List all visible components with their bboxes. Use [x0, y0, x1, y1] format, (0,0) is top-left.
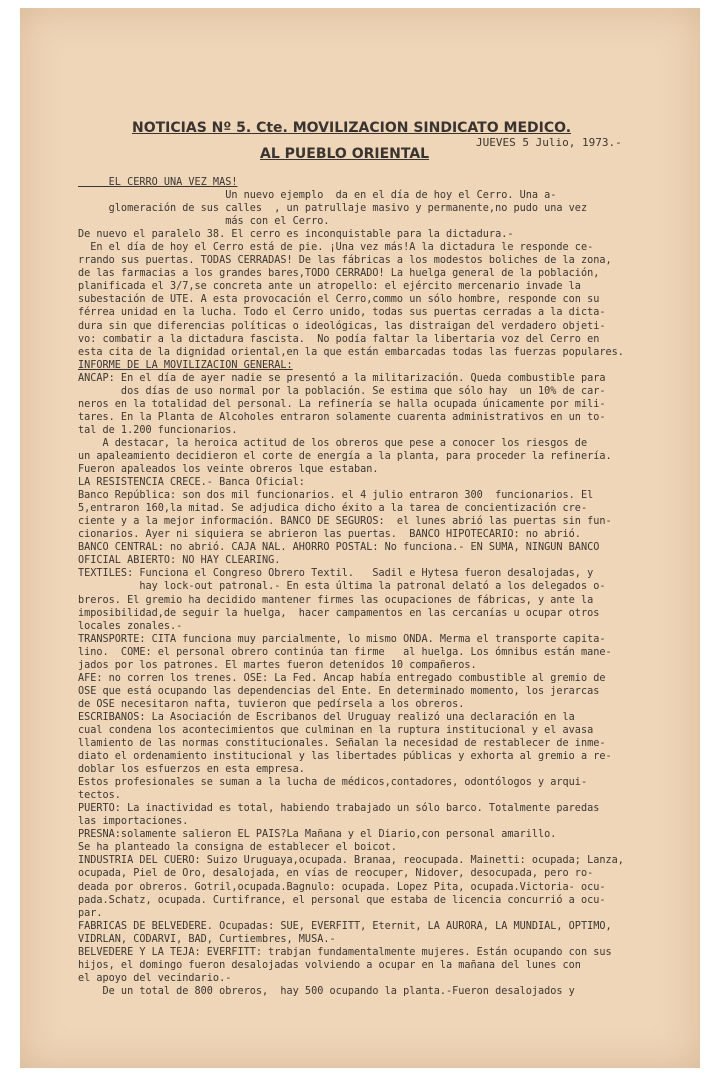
body-line: lino. COME: el personal obrero continúa tan firme al huelga. Los ómnibus están mane-	[78, 646, 612, 658]
body-line: dos días de uso normal por la población. Se estima que sólo hay un 10% de car-	[78, 385, 606, 397]
body-line: ANCAP: En el día de ayer nadie se presentó a la militarización. Queda combustible para	[78, 372, 606, 384]
body-line: el apoyo del vecindario.-	[78, 972, 232, 984]
body-line: Banco República: son dos mil funcionarios. el 4 julio entraron 300 funcionarios. El	[78, 490, 594, 502]
body-line: BANCO CENTRAL: no abrió. CAJA NAL. AHORRO POSTAL: No funciona.- EN SUMA, NINGUN BANCO	[78, 542, 600, 554]
body-line: tares. En la Planta de Alcoholes entraron solamente cuarenta administrativos en un to-	[78, 411, 606, 423]
body-line: glomeración de sus calles , un patrullaje masivo y permanente,no pudo una vez	[78, 203, 588, 215]
body-line: VIDRLAN, CODARVI, BAD, Curtiembres, MUSA.-	[78, 933, 336, 945]
body-line: jados por los patrones. El martes fueron detenidos 10 compañeros.	[78, 659, 477, 671]
body-line: férrea unidad en la lucha. Todo el Cerro unido, todas sus puertas cerradas a la dicta-	[78, 307, 606, 319]
bulletin-body	[78, 176, 700, 998]
body-line: ciente y a la mejor información. BANCO DE SEGUROS: el lunes abrió las puertas sin fun-	[78, 516, 612, 528]
body-line: 5,entraron 160,la mitad. Se adjudica dicho éxito a la tarea de concientización cre-	[78, 503, 588, 515]
bulletin-date: JUEVES 5 Julio, 1973.-	[476, 136, 622, 149]
body-line: Se ha planteado la consigna de establecer el boicot.	[78, 842, 397, 854]
body-line: de OSE necesitaron nafta, tuvieron que pedírsela a los obreros.	[78, 698, 465, 710]
body-line: doblar los esfuerzos en esta empresa.	[78, 764, 305, 776]
body-line: deada por obreros. Gotril,ocupada.Bagnulo: ocupada. Lopez Pita, ocupada.Victoria- ocu-	[78, 881, 606, 893]
body-line: vo: combatir a la dictadura fascista. No podía faltar la libertaria voz del Cerro en	[78, 333, 600, 345]
body-line: cual condena los acontecimientos que culminan en la ruptura institucional y el avasa	[78, 724, 594, 736]
body-line: FABRICAS DE BELVEDERE. Ocupadas: SUE, EVERFITT, Eternit, LA AURORA, LA MUNDIAL, OPTIMO,	[78, 920, 612, 932]
body-line: Un nuevo ejemplo da en el día de hoy el Cerro. Una a-	[78, 190, 557, 202]
body-line: hijos, el domingo fueron desalojadas volviendo a ocupar en la mañana del lunes con	[78, 959, 581, 971]
body-line: esta cita de la dignidad oriental,en la que están embarcadas todas las fuerzas populares.	[78, 346, 624, 358]
document-page	[20, 8, 700, 1068]
body-line: diato el ordenamiento institucional y las libertades públicas y exhorta al gremio a re-	[78, 751, 612, 763]
body-line: OSE que está ocupando las dependencias del Ente. En determinado momento, los jerarcas	[78, 685, 600, 697]
body-line: OFICIAL ABIERTO: NO HAY CLEARING.	[78, 555, 281, 567]
bulletin-subtitle: AL PUEBLO ORIENTAL	[260, 146, 430, 162]
body-line: INDUSTRIA DEL CUERO: Suizo Uruguaya,ocupada. Branaa, reocupada. Mainetti: ocupada; Lanza,	[78, 855, 624, 867]
body-line: las importaciones.	[78, 816, 189, 828]
body-line: locales zonales.-	[78, 620, 183, 632]
body-line: De nuevo el paralelo 38. El cerro es inconquistable para la dictadura.-	[78, 229, 514, 241]
body-line: dura sin que diferencias políticas o ideológicas, las distraigan del verdadero objeti-	[78, 320, 606, 332]
body-line: EL CERRO UNA VEZ MAS!	[78, 177, 238, 188]
body-line: tectos.	[78, 790, 121, 802]
body-line: subestación de UTE. A esta provocación el Cerro,commo un sólo hombre, responde con su	[78, 294, 600, 306]
body-line: Estos profesionales se suman a la lucha de médicos,contadores, odontólogos y arqui-	[78, 777, 588, 789]
body-line: breros. El gremio ha decidido mantener firmes las ocupaciones de fábricas, y ante la	[78, 594, 594, 606]
body-line: PRESNA:solamente salieron EL PAIS?La Mañana y el Diario,con personal amarillo.	[78, 829, 557, 841]
bulletin-title: NOTICIAS Nº 5. Cte. MOVILIZACION SINDICATO MEDICO.	[132, 120, 572, 136]
body-line: pada.Schatz, ocupada. Curtifrance, el personal que estaba de licencia concurrió a ocu-	[78, 894, 606, 906]
body-line: tal de 1.200 funcionarios.	[78, 424, 238, 436]
body-line: INFORME DE LA MOVILIZACION GENERAL:	[78, 359, 293, 371]
body-line: LA RESISTENCIA CRECE.- Banca Oficial:	[78, 477, 305, 489]
body-line: imposibilidad,de seguir la huelga, hacer campamentos en las cercanías u ocupar otros	[78, 607, 600, 619]
body-line: neros en la totalidad del personal. La refinería se halla ocupada únicamente por mili-	[78, 398, 606, 410]
body-line: ocupada, Piel de Oro, desalojada, en vías de reocuper, Nidover, desocupada, pero ro-	[78, 868, 594, 880]
body-line: planificada el 3/7,se concreta ante un atropello: el ejército mercenario invade la	[78, 281, 581, 293]
body-line: En el día de hoy el Cerro está de pie. ¡Una vez más!A la dictadura le responde ce-	[78, 242, 594, 254]
body-line: rrando sus puertas. TODAS CERRADAS! De las fábricas a los modestos boliches de la zona,	[78, 255, 612, 267]
body-line: un apaleamiento decidieron el corte de energía a la planta, para proceder la refinería.	[78, 450, 612, 462]
body-line: Fueron apaleados los veinte obreros lque estaban.	[78, 464, 379, 476]
body-line: AFE: no corren los trenes. OSE: La Fed. Ancap había entregado combustible al gremio de	[78, 672, 606, 684]
body-line: de las farmacias a los grandes bares,TODO CERRADO! La huelga general de la población,	[78, 268, 600, 280]
body-line: PUERTO: La inactividad es total, habiendo trabajado un sólo barco. Totalmente paredas	[78, 803, 600, 815]
body-line: BELVEDERE Y LA TEJA: EVERFITT: trabjan fundamentalmente mujeres. Están ocupando con sus	[78, 946, 612, 958]
body-line: TEXTILES: Funciona el Congreso Obrero Textil. Sadil e Hytesa fueron desalojadas, y	[78, 568, 594, 580]
body-line: TRANSPORTE: CITA funciona muy parcialmente, lo mismo ONDA. Merma el transporte capita-	[78, 633, 606, 645]
body-line: De un total de 800 obreros, hay 500 ocupando la planta.-Fueron desalojados y	[78, 985, 575, 997]
body-line: A destacar, la heroica actitud de los obreros que pese a conocer los riesgos de	[78, 437, 588, 449]
body-line: llamiento de las normas constitucionales. Señalan la necesidad de restablecer de inme-	[78, 738, 606, 750]
body-line: más con el Cerro.	[78, 216, 330, 228]
body-line: hay lock-out patronal.- En esta última la patronal delató a los delegados o-	[78, 581, 606, 593]
body-line: par.	[78, 907, 103, 919]
body-line: ESCRIBANOS: La Asociación de Escribanos del Uruguay realizó una declaración en la	[78, 711, 575, 723]
body-line: cionarios. Ayer ni siquiera se abrieron las puertas. BANCO HIPOTECARIO: no abrió.	[78, 529, 581, 541]
